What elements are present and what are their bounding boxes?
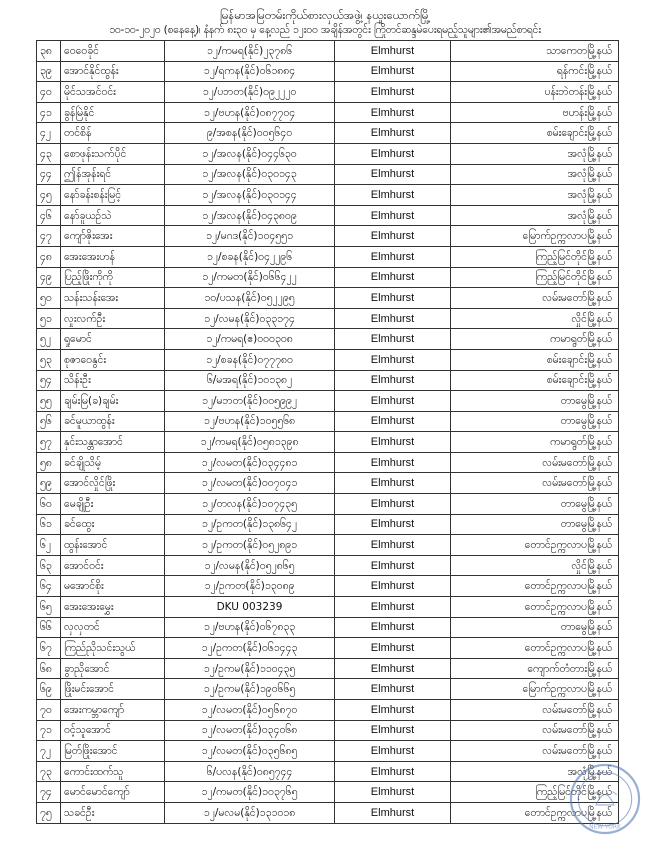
row-number: ၄၃ xyxy=(37,143,61,164)
table-row xyxy=(37,638,619,659)
township: လှိုင်မြို့နယ် xyxy=(451,308,619,329)
row-number: ၄၆ xyxy=(37,205,61,226)
row-number: ၆၃ xyxy=(37,555,61,576)
table-row xyxy=(37,41,619,62)
nrc-number: ၁၂/မလမ(နိုင်)၁၃၁၀၁၈ xyxy=(165,802,335,823)
nrc-number: ၆/မအရ(နိုင်)၁၀၁၃၈၂ xyxy=(165,370,335,391)
township: အလုံမြို့နယ် xyxy=(451,205,619,226)
voter-name: အောင်ဝင်း xyxy=(61,555,165,576)
city: Elmhurst xyxy=(335,514,451,535)
township: ကြည့်မြင်တိုင်မြို့နယ် xyxy=(451,782,619,803)
township: လှိုင်မြို့နယ် xyxy=(451,555,619,576)
township: တောင်ဥက္ကလာပမြို့နယ် xyxy=(451,597,619,618)
embassy-seal-icon xyxy=(568,762,642,836)
voter-list-table xyxy=(36,40,619,824)
table-row xyxy=(37,555,619,576)
voter-name: ခင်မူယာထွန်း xyxy=(61,411,165,432)
row-number: ၅၅ xyxy=(37,391,61,412)
city: Elmhurst xyxy=(335,576,451,597)
row-number: ၃၈ xyxy=(37,41,61,62)
city: Elmhurst xyxy=(335,41,451,62)
voter-name: နှင်းသန္တာအောင် xyxy=(61,432,165,453)
township: တာမွေမြို့နယ် xyxy=(451,494,619,515)
row-number: ၄၈ xyxy=(37,246,61,267)
city: Elmhurst xyxy=(335,370,451,391)
township: ဗဟန်းမြို့နယ် xyxy=(451,102,619,123)
township: ကြည့်မြင်တိုင်မြို့နယ် xyxy=(451,267,619,288)
city: Elmhurst xyxy=(335,164,451,185)
nrc-number: ၁၂/အလန(နိုင်)၀၃၀၁၄၄ xyxy=(165,185,335,206)
nrc-number: ၁၂/စခန(နိုင်)၀၄၂၂၉၆ xyxy=(165,246,335,267)
row-number: ၄၉ xyxy=(37,267,61,288)
voter-name: ရှုမောင် xyxy=(61,329,165,350)
table-row xyxy=(37,391,619,412)
nrc-number: ၆/ပလန(နိုင်)၀၈၅၇၄၄ xyxy=(165,761,335,782)
row-number: ၄၄ xyxy=(37,164,61,185)
city: Elmhurst xyxy=(335,205,451,226)
city: Elmhurst xyxy=(335,61,451,82)
voter-name: ကောင်းထက်သူ xyxy=(61,761,165,782)
city: Elmhurst xyxy=(335,288,451,309)
voter-name: စောဖုန်းသက်ပိုင် xyxy=(61,143,165,164)
voter-name: အောင်လှိုင်ဖြိုး xyxy=(61,473,165,494)
table-row xyxy=(37,205,619,226)
voter-name: လှလှတင် xyxy=(61,617,165,638)
row-number: ၃၉ xyxy=(37,61,61,82)
table-row xyxy=(37,720,619,741)
township: တာမွေမြို့နယ် xyxy=(451,514,619,535)
city: Elmhurst xyxy=(335,638,451,659)
row-number: ၅၁ xyxy=(37,308,61,329)
header-title: မြန်မာအမြတမ်းကိုယ်စားလှယ်အဖွဲ့၊ နယူးယောက်မြို့ xyxy=(219,8,431,22)
township: ရန်ကင်းမြို့နယ် xyxy=(451,61,619,82)
voter-name: အေးအေးမွှေး xyxy=(61,597,165,618)
row-number: ၆၀ xyxy=(37,494,61,515)
township: အလုံမြို့နယ် xyxy=(451,143,619,164)
row-number: ၄၀ xyxy=(37,82,61,103)
row-number: ၄၅ xyxy=(37,185,61,206)
nrc-number: ၁၂/မဘတ(နိုင်)၀၀၅၉၉၂ xyxy=(165,391,335,412)
township: လမ်းမတော်မြို့နယ် xyxy=(451,452,619,473)
voter-name: ခင်ထွေး xyxy=(61,514,165,535)
nrc-number: ၁၂/လမန(နိုင်)၀၃၃၁၇၄ xyxy=(165,308,335,329)
township: တောင်ဥက္ကလာပမြို့နယ် xyxy=(451,638,619,659)
voter-name: ဝေဝေခိုင် xyxy=(61,41,165,62)
nrc-number: ၁၂/လမတ(နိုင်)၀၃၅၆၈၅ xyxy=(165,741,335,762)
nrc-number: ၁၂/စခန(နိုင်)၀၇၇၇၈၀ xyxy=(165,349,335,370)
city: Elmhurst xyxy=(335,700,451,721)
city: Elmhurst xyxy=(335,102,451,123)
voter-name: အေးကမ္ဘာကျော် xyxy=(61,700,165,721)
table-row xyxy=(37,246,619,267)
township: ကမာရွတ်မြို့နယ် xyxy=(451,432,619,453)
row-number: ၅၆ xyxy=(37,411,61,432)
table-row xyxy=(37,185,619,206)
township: တောင်ဥက္ကလာပမြို့နယ် xyxy=(451,576,619,597)
nrc-number: DKU 003239 xyxy=(165,597,335,618)
township: လမ်းမတော်မြို့နယ် xyxy=(451,288,619,309)
city: Elmhurst xyxy=(335,411,451,432)
voter-name: မေချိုဦး xyxy=(61,494,165,515)
township: အလုံမြို့နယ် xyxy=(451,185,619,206)
township: အလုံမြို့နယ် xyxy=(451,761,619,782)
row-number: ၄၁ xyxy=(37,102,61,123)
nrc-number: ၁၂/မဂဒ(နိုင်)၁၀၄၅၅၁ xyxy=(165,226,335,247)
city: Elmhurst xyxy=(335,267,451,288)
nrc-number: ၁၂/ပဘတ(နိုင်)၀၉၂၂၂၀ xyxy=(165,82,335,103)
city: Elmhurst xyxy=(335,226,451,247)
header-subtitle: ၁၀-၁၀-၂၀၂၀ (စနေနေ့)၊ နံနက် ၈း၃၀ မှ နေ့လည် ၁၂း၀၀ အချိန်အတွင်း ကြိုတင်ဆန္ဒမဲပေးရမည့်သူများ၏အမည်စာရင်း xyxy=(109,24,541,36)
voter-name: နော်ခန်းစန်းမြင့် xyxy=(61,185,165,206)
table-row xyxy=(37,102,619,123)
nrc-number: ၁၂/ဥကတ(နိုင်)၀၅၂၈၉၁ xyxy=(165,535,335,556)
table-row xyxy=(37,617,619,638)
township: ကမာရွတ်မြို့နယ် xyxy=(451,329,619,350)
township: လမ်းမတော်မြို့နယ် xyxy=(451,741,619,762)
nrc-number: ၁၂/လမတ(နိုင်)၀၃၄၀၆၈ xyxy=(165,720,335,741)
township: သာကေတမြို့နယ် xyxy=(451,41,619,62)
voter-name: မိုင်သအင်ဝင်း xyxy=(61,82,165,103)
nrc-number: ၁၂/လမတ(နိုင်)၀၃၄၄၈၁ xyxy=(165,452,335,473)
table-row xyxy=(37,473,619,494)
nrc-number: ၁၂/ကမတ(နိုင်)၁၀၃၇၆၅ xyxy=(165,782,335,803)
city: Elmhurst xyxy=(335,555,451,576)
city: Elmhurst xyxy=(335,761,451,782)
voter-name: ဝင့်သူအောင် xyxy=(61,720,165,741)
township: စမ်းချောင်းမြို့နယ် xyxy=(451,123,619,144)
nrc-number: ၁၂/လမတ(နိုင်)၀၅၆၈၇၀ xyxy=(165,700,335,721)
voter-name: ဤန်အုန်းရင် xyxy=(61,164,165,185)
nrc-number: ၁၀/ပသန(နိုင်)၀၅၂၂၉၅ xyxy=(165,288,335,309)
table-row xyxy=(37,597,619,618)
table-row xyxy=(37,514,619,535)
nrc-number: ၁၂/ရကန(နိုင်)၀၆၁၈၈၄ xyxy=(165,61,335,82)
row-number: ၇၀ xyxy=(37,700,61,721)
city: Elmhurst xyxy=(335,597,451,618)
township: မြောက်ဥက္ကလာပမြို့နယ် xyxy=(451,679,619,700)
table-row xyxy=(37,576,619,597)
voter-name: ဖြိုးမင်းအောင် xyxy=(61,679,165,700)
row-number: ၅၀ xyxy=(37,288,61,309)
township: တာမွေမြို့နယ် xyxy=(451,391,619,412)
city: Elmhurst xyxy=(335,741,451,762)
table-row xyxy=(37,123,619,144)
table-row xyxy=(37,679,619,700)
table-row xyxy=(37,267,619,288)
row-number: ၇၃ xyxy=(37,761,61,782)
city: Elmhurst xyxy=(335,782,451,803)
table-row xyxy=(37,329,619,350)
table-row xyxy=(37,658,619,679)
table-row xyxy=(37,700,619,721)
nrc-number: ၁၂/ဥကတ(နိုင်)၁၃၈၆၄၂ xyxy=(165,514,335,535)
voter-name: ထွန်းအောင် xyxy=(61,535,165,556)
table-row xyxy=(37,370,619,391)
table-row xyxy=(37,82,619,103)
township: မြောက်ဥက္ကလာပမြို့နယ် xyxy=(451,226,619,247)
city: Elmhurst xyxy=(335,658,451,679)
table-row xyxy=(37,288,619,309)
nrc-number: ၁၂/ဥကမ(နိုင်)၁၉၀၆၆၅ xyxy=(165,679,335,700)
city: Elmhurst xyxy=(335,494,451,515)
table-row xyxy=(37,308,619,329)
table-row xyxy=(37,535,619,556)
table-row xyxy=(37,432,619,453)
township: စမ်းချောင်းမြို့နယ် xyxy=(451,370,619,391)
township: အလုံမြို့နယ် xyxy=(451,164,619,185)
table-row xyxy=(37,494,619,515)
row-number: ၅၂ xyxy=(37,329,61,350)
voter-name: ကြည်ညိုသင်းသွယ် xyxy=(61,638,165,659)
table-row xyxy=(37,761,619,782)
city: Elmhurst xyxy=(335,617,451,638)
township: လမ်းမတော်မြို့နယ် xyxy=(451,700,619,721)
row-number: ၆၄ xyxy=(37,576,61,597)
voter-name: နော်ခူယဉ်သဲ xyxy=(61,205,165,226)
township: တာမွေမြို့နယ် xyxy=(451,617,619,638)
voter-list-body xyxy=(37,41,619,824)
nrc-number: ၁၂/ဗဟန(နိုင်)၁၀၅၅၆၈ xyxy=(165,411,335,432)
nrc-number: ၁၂/လမတ(နိုင်)၀၀၇၀၄၁ xyxy=(165,473,335,494)
city: Elmhurst xyxy=(335,452,451,473)
nrc-number: ၁၂/ကမရ(နိုင်)၂၃၇၈၆ xyxy=(165,41,335,62)
voter-name: ခွန်မြဲနိုင် xyxy=(61,102,165,123)
row-number: ၅၃ xyxy=(37,349,61,370)
voter-name: သခင်ဦး xyxy=(61,802,165,823)
township: ကြည့်မြင်တိုင်မြို့နယ် xyxy=(451,246,619,267)
document-header xyxy=(30,8,620,38)
voter-name: မအောင်စိုး xyxy=(61,576,165,597)
city: Elmhurst xyxy=(335,123,451,144)
voter-name: တင်စိန် xyxy=(61,123,165,144)
nrc-number: ၁၂/လမန(နိုင်)၀၅၂၈၆၅ xyxy=(165,555,335,576)
row-number: ၅၇ xyxy=(37,432,61,453)
voter-name: အောင်နိုင်ထွန်း xyxy=(61,61,165,82)
table-row xyxy=(37,164,619,185)
voter-name: သန်းသန်းအေး xyxy=(61,288,165,309)
city: Elmhurst xyxy=(335,82,451,103)
city: Elmhurst xyxy=(335,329,451,350)
table-row xyxy=(37,61,619,82)
table-row xyxy=(37,411,619,432)
row-number: ၄၂ xyxy=(37,123,61,144)
township: စမ်းချောင်းမြို့နယ် xyxy=(451,349,619,370)
township: တောင်ဥက္ကလာပမြို့နယ် xyxy=(451,535,619,556)
township: လမ်းမတော်မြို့နယ် xyxy=(451,720,619,741)
nrc-number: ၁၂/ကမရ(ဧ)၀၀၀၃၀၈ xyxy=(165,329,335,350)
nrc-number: ၁၂/ကမရ(နိုင်)၀၅၈၁၃၉၈ xyxy=(165,432,335,453)
row-number: ၆၉ xyxy=(37,679,61,700)
table-row xyxy=(37,802,619,823)
row-number: ၇၅ xyxy=(37,802,61,823)
nrc-number: ၁၂/အလန(နိုင်)၀၃၀၁၄၃ xyxy=(165,164,335,185)
row-number: ၅၉ xyxy=(37,473,61,494)
voter-name: လှုးလက်ဦး xyxy=(61,308,165,329)
voter-name: ပြည့်ဖြိုးကိုကို xyxy=(61,267,165,288)
nrc-number: ၁၂/ဗဟန(နိုင်)၀၈၇၇၀၄ xyxy=(165,102,335,123)
row-number: ၆၂ xyxy=(37,535,61,556)
nrc-number: ၁၂/ကမတ(နိုင်)၀၆၆၄၂၂ xyxy=(165,267,335,288)
township: ပန်းဘဲတန်းမြို့နယ် xyxy=(451,82,619,103)
nrc-number: ၉/အစန(နိုင်)၀၀၅၆၄၀ xyxy=(165,123,335,144)
row-number: ၆၈ xyxy=(37,658,61,679)
table-row xyxy=(37,143,619,164)
table-row xyxy=(37,741,619,762)
table-row xyxy=(37,452,619,473)
township: တောင်ဥက္ကလာပမြို့နယ် xyxy=(451,802,619,823)
city: Elmhurst xyxy=(335,720,451,741)
row-number: ၇၁ xyxy=(37,720,61,741)
city: Elmhurst xyxy=(335,802,451,823)
voter-name: အေးအေးဟန် xyxy=(61,246,165,267)
table-row xyxy=(37,349,619,370)
township: တာမွေမြို့နယ် xyxy=(451,411,619,432)
row-number: ၅၄ xyxy=(37,370,61,391)
city: Elmhurst xyxy=(335,308,451,329)
city: Elmhurst xyxy=(335,246,451,267)
nrc-number: ၁၂/ဥကတ(နိုင်)၀၆၁၄၄၃ xyxy=(165,638,335,659)
city: Elmhurst xyxy=(335,143,451,164)
seal-text: NEW YORK xyxy=(589,824,621,831)
row-number: ၇၄ xyxy=(37,782,61,803)
voter-name: မြတ်ဖြိုးအောင် xyxy=(61,741,165,762)
row-number: ၆၁ xyxy=(37,514,61,535)
city: Elmhurst xyxy=(335,349,451,370)
nrc-number: ၁၂/ဥကတ(နိုင်)၁၃၀၈၉ xyxy=(165,576,335,597)
township: ကျောက်တံတားမြို့နယ် xyxy=(451,658,619,679)
city: Elmhurst xyxy=(335,679,451,700)
row-number: ၆၇ xyxy=(37,638,61,659)
table-row xyxy=(37,782,619,803)
voter-name: စုဇာဝေနွင်း xyxy=(61,349,165,370)
voter-name: မောင်မောင်ကျော် xyxy=(61,782,165,803)
row-number: ၅၈ xyxy=(37,452,61,473)
city: Elmhurst xyxy=(335,185,451,206)
voter-name: ကျော်ဇိုးအေး xyxy=(61,226,165,247)
nrc-number: ၁၂/ဗဟန(နိုင်)၀၆၇၈၃၃ xyxy=(165,617,335,638)
voter-name: သိန်းဦး xyxy=(61,370,165,391)
table-row xyxy=(37,226,619,247)
city: Elmhurst xyxy=(335,535,451,556)
city: Elmhurst xyxy=(335,473,451,494)
voter-name: ချမ်းမြ(ခ)ချမ်း xyxy=(61,391,165,412)
nrc-number: ၁၂/တလန(နိုင်)၁၀၇၄၃၅ xyxy=(165,494,335,515)
voter-name: ခင်ချိုသိမ့် xyxy=(61,452,165,473)
township: လမ်းမတော်မြို့နယ် xyxy=(451,473,619,494)
voter-name: ခွာညိုအောင် xyxy=(61,658,165,679)
nrc-number: ၁၂/အလန(နိုင်)၀၄၄၆၃၀ xyxy=(165,143,335,164)
row-number: ၄၇ xyxy=(37,226,61,247)
row-number: ၆၅ xyxy=(37,597,61,618)
city: Elmhurst xyxy=(335,432,451,453)
row-number: ၇၂ xyxy=(37,741,61,762)
row-number: ၆၆ xyxy=(37,617,61,638)
nrc-number: ၁၂/အလန(နိုင်)၀၄၃၈၀၉ xyxy=(165,205,335,226)
city: Elmhurst xyxy=(335,391,451,412)
nrc-number: ၁၂/ဥကမ(နိုင်)၁၁၀၄၃၅ xyxy=(165,658,335,679)
